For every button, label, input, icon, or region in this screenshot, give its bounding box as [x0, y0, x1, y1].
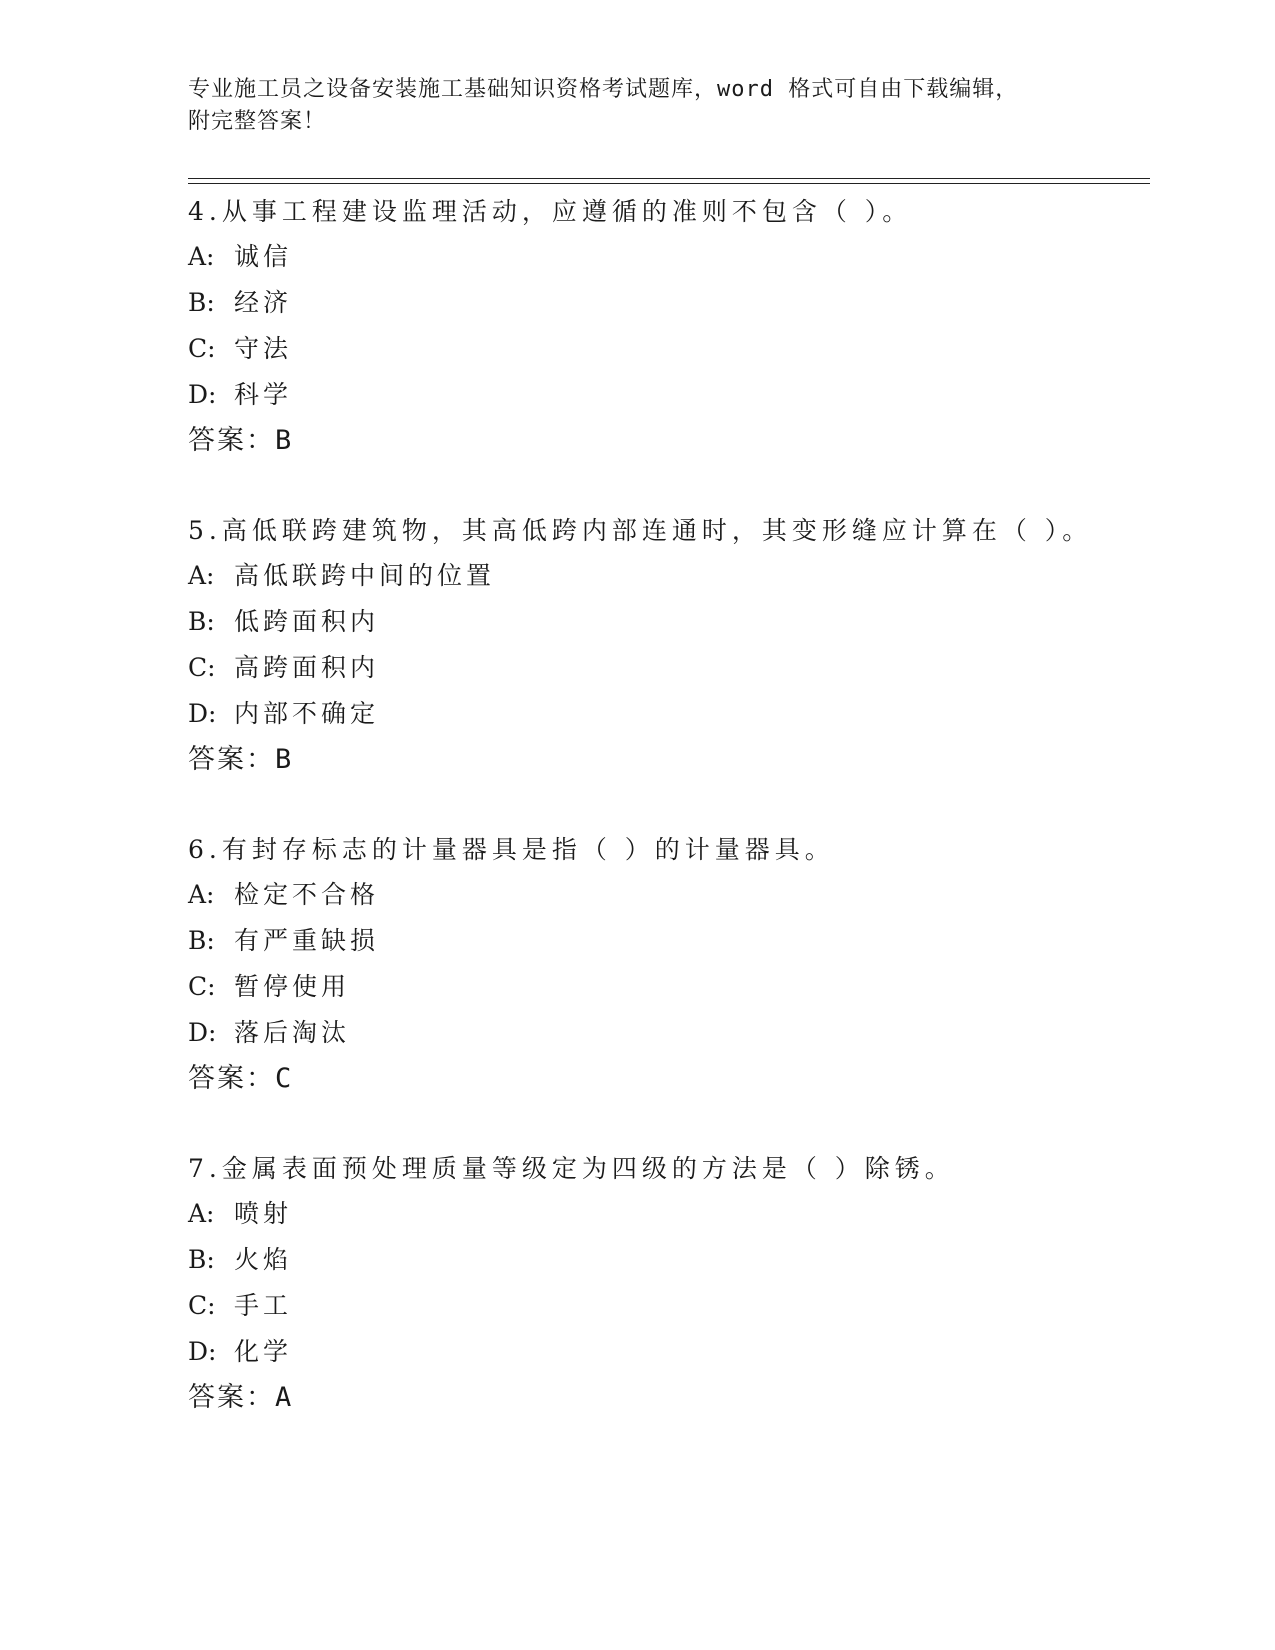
header-divider-bottom: [188, 183, 1150, 184]
option-b: [188, 280, 1148, 326]
question-stem: 6.有封存标志的计量器具是指（ ）的计量器具。: [188, 835, 835, 864]
answer-label: 答案：: [188, 744, 275, 775]
answer-label: 答案：: [188, 1382, 275, 1413]
option-text: 暂停使用: [234, 972, 351, 1001]
option-text: 手工: [234, 1291, 293, 1320]
option-text: 火焰: [234, 1245, 293, 1274]
option-letter: C:: [188, 653, 216, 682]
option-text: 检定不合格: [234, 880, 380, 909]
header-line-1: 专业施工员之设备安装施工基础知识资格考试题库，word 格式可自由下载编辑，: [188, 77, 1019, 102]
answer-line: [188, 1056, 1148, 1102]
option-text: 内部不确定: [234, 699, 380, 728]
option-c: [188, 964, 1148, 1010]
question-stem: 4.从事工程建设监理活动，应遵循的准则不包含（ ）。: [188, 197, 913, 226]
answer-line: [188, 737, 1148, 783]
question-stem: 5.高低联跨建筑物，其高低跨内部连通时，其变形缝应计算在（ ）。: [188, 516, 1093, 545]
answer-value: B: [275, 744, 292, 775]
option-c: [188, 1283, 1148, 1329]
option-letter: A:: [188, 242, 215, 271]
header-divider-top: [188, 178, 1150, 179]
option-letter: B:: [188, 288, 215, 317]
option-b: [188, 599, 1148, 645]
answer-line: [188, 418, 1148, 464]
option-text: 喷射: [234, 1199, 293, 1228]
question-block: [188, 1147, 1148, 1421]
option-d: [188, 1010, 1148, 1056]
option-letter: A:: [188, 1199, 215, 1228]
question-block: [188, 190, 1148, 464]
option-b: [188, 1237, 1148, 1283]
option-text: 守法: [234, 334, 293, 363]
option-a: [188, 553, 1148, 599]
question-stem: 7.金属表面预处理质量等级定为四级的方法是（ ）除锈。: [188, 1154, 955, 1183]
option-a: [188, 872, 1148, 918]
option-letter: D:: [188, 1018, 217, 1047]
option-text: 低跨面积内: [234, 607, 380, 636]
option-letter: D:: [188, 380, 217, 409]
option-letter: D:: [188, 1337, 217, 1366]
option-text: 诚信: [234, 242, 293, 271]
question-block: [188, 509, 1148, 783]
option-a: [188, 234, 1148, 280]
answer-value: A: [275, 1382, 292, 1413]
option-text: 化学: [234, 1337, 293, 1366]
option-letter: B:: [188, 1245, 215, 1274]
option-text: 经济: [234, 288, 293, 317]
option-text: 落后淘汰: [234, 1018, 351, 1047]
option-letter: A:: [188, 561, 215, 590]
option-d: [188, 1329, 1148, 1375]
option-c: [188, 645, 1148, 691]
option-letter: B:: [188, 926, 215, 955]
answer-value: B: [275, 425, 292, 456]
answer-label: 答案：: [188, 1063, 275, 1094]
option-c: [188, 326, 1148, 372]
answer-line: [188, 1375, 1148, 1421]
option-text: 高低联跨中间的位置: [234, 561, 496, 590]
option-letter: C:: [188, 1291, 216, 1320]
option-d: [188, 372, 1148, 418]
answer-label: 答案：: [188, 425, 275, 456]
header-line-2: 附完整答案！: [188, 109, 327, 134]
option-text: 高跨面积内: [234, 653, 380, 682]
option-text: 有严重缺损: [234, 926, 380, 955]
option-letter: C:: [188, 334, 216, 363]
answer-value: C: [275, 1063, 292, 1094]
option-letter: A:: [188, 880, 215, 909]
option-d: [188, 691, 1148, 737]
question-block: [188, 828, 1148, 1102]
option-letter: B:: [188, 607, 215, 636]
option-letter: C:: [188, 972, 216, 1001]
option-a: [188, 1191, 1148, 1237]
document-header: [188, 74, 1068, 138]
option-text: 科学: [234, 380, 293, 409]
option-letter: D:: [188, 699, 217, 728]
option-b: [188, 918, 1148, 964]
